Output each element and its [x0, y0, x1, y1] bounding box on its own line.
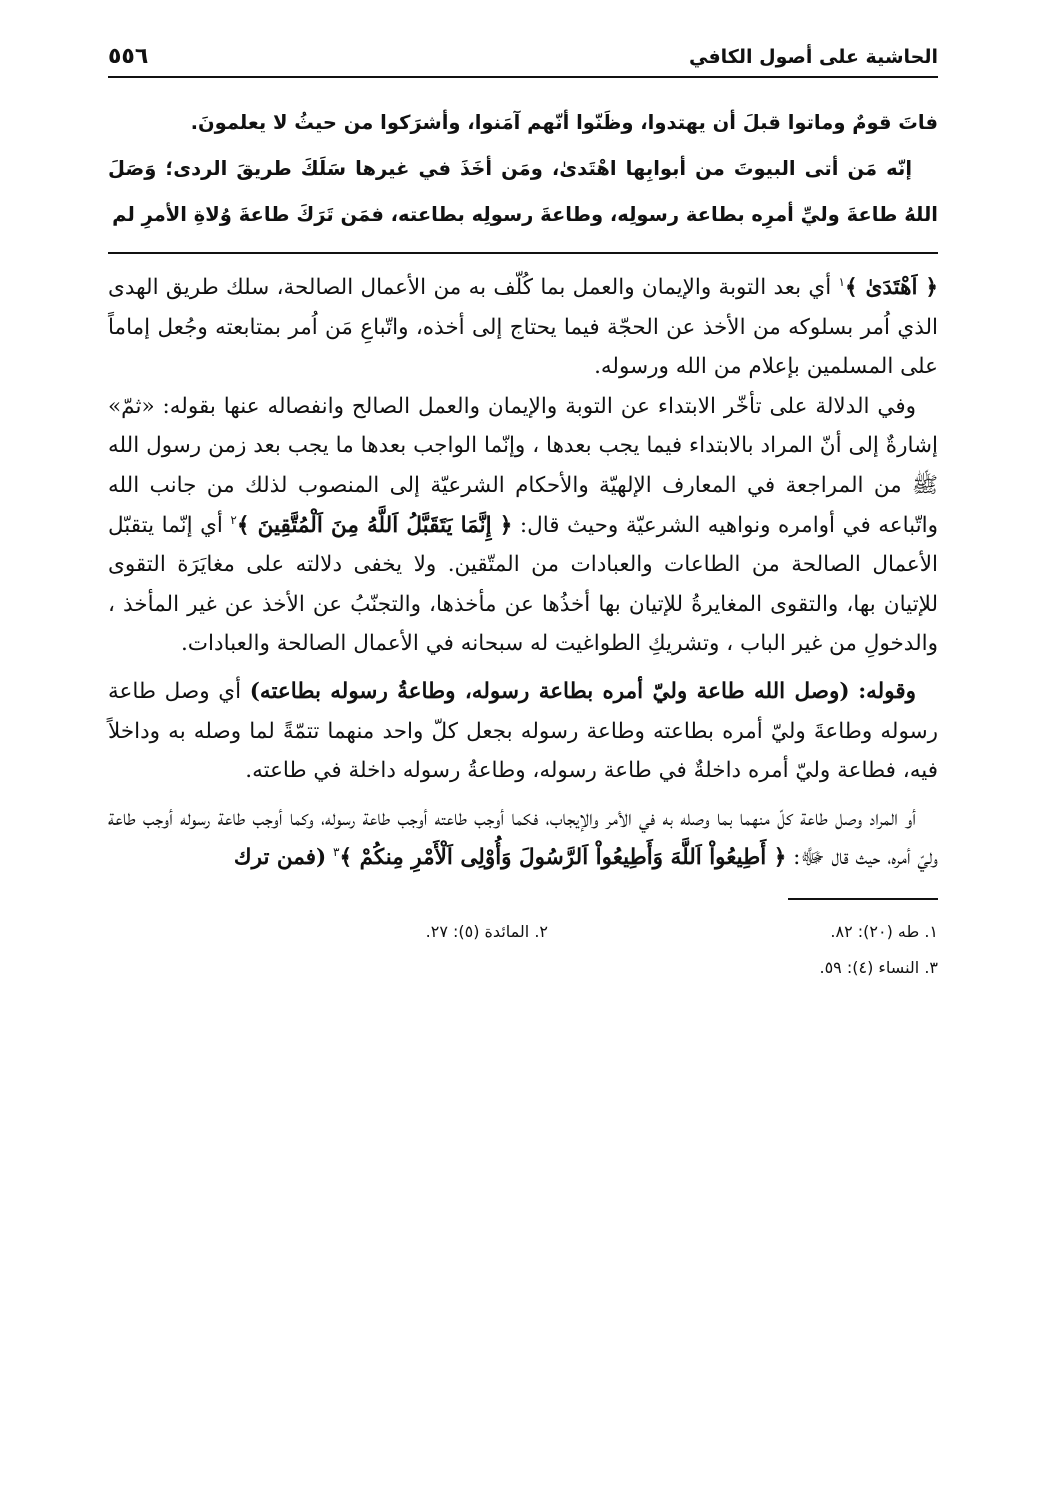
footnote: ٢. المائدة (٥): ٢٧. — [425, 921, 548, 941]
footnote-ref: ٢ — [230, 512, 237, 527]
book-page — [108, 30, 938, 1490]
footnote: ٣. النساء (٤): ٥٩. — [819, 957, 938, 977]
text-divider — [108, 252, 938, 254]
quote-lead: وقوله: — [858, 678, 916, 704]
hadith-text — [108, 100, 938, 238]
commentary-paragraph — [108, 672, 938, 791]
commentary-text: أي بعد التوبة والإيمان والعمل بما كُلّف به من الأعمال الصالحة، سلك طريق الهدى الذي اُمر بسلوكه من الأخذ عن الحجّة فيما يحتاج إلى أخذه، واتّباعِ مَن اُمر بمتابعته وجُعل إماماً على المسلمين بإعلام من الله ورسوله. — [108, 275, 938, 380]
footnote-ref: ١ — [838, 274, 845, 289]
footnote-ref: ٣ — [333, 845, 340, 860]
page-number: ٥٥٦ — [108, 44, 149, 69]
quoted-hadith: (فمن ترك — [233, 845, 327, 871]
quran-quote: ﴿ اَهْتَدَىٰ ﴾ — [844, 275, 938, 300]
quran-quote: ﴿ إِنَّمَا يَتَقَبَّلُ اَللَّهُ مِنَ اَلْمُتَّقِينَ ﴾ — [236, 512, 513, 538]
commentary-paragraph — [108, 268, 938, 387]
quoted-hadith: (وصل الله طاعة وليّ أمره بطاعة رسوله، وطاعةُ رسوله بطاعته) — [249, 678, 850, 704]
commentary-text: وفي الدلالة على تأخّر الابتداء عن التوبة والإيمان والعمل الصالح وانفصاله عنها بقوله: «ثمّ» إشارةٌ إلى أنّ المراد بالابتداء فيما يجب بعدها ، وإنّما الواجب بعدها ما يجب بعد زمن رسول الله ﷺ من المراجعة في المعارف الإلهيّة والأحكام الشرعيّة إلى المنصوب لذلك من جانب الله واتّباعه في أوامره ونواهيه الشرعيّة وحيث قال: — [108, 393, 938, 538]
page-header — [108, 30, 938, 78]
hadith-paragraph: إنّه مَن أتى البيوتَ من أبوابِها اهْتَدىٰ، ومَن أخَذَ في غيرها سَلَكَ طريقَ الردى؛ وَصَلَ اللهُ طاعةَ وليِّ أمرِه بطاعة رسولِه، وطاعةَ رسولِه بطاعته، فمَن تَرَكَ طاعةَ وُلاةِ الأمرِ لم — [108, 157, 938, 226]
commentary-paragraph — [108, 799, 938, 878]
footnote-divider — [788, 898, 938, 900]
footnote-row — [108, 950, 938, 986]
commentary-text: أي وصل طاعة رسوله وطاعةَ وليّ أمره بطاعته وطاعة رسوله بجعل كلّ واحد منهما تتمّةً لما وصله به وداخلاً فيه، فطاعة وليّ أمره داخلةٌ في طاعة رسوله، وطاعةُ رسوله داخلة في طاعته. — [108, 678, 938, 784]
hadith-line: فاتَ قومٌ وماتوا قبلَ أن يهتدوا، وظَنّوا أنّهم آمَنوا، وأشرَكوا من حيثُ لا يعلمونَ. — [190, 111, 938, 134]
running-title: الحاشية على أصول الكافي — [688, 46, 938, 68]
commentary — [108, 268, 938, 878]
quran-quote: ﴿ أَطِيعُواْ اَللَّهَ وَأَطِيعُواْ اَلرَّسُولَ وَأُوْلِى اَلْأَمْرِ مِنكُمْ ﴾ — [339, 845, 787, 871]
commentary-paragraph — [108, 387, 938, 664]
footnotes — [108, 914, 938, 986]
footnote-row — [108, 914, 938, 950]
commentary-text: أو المراد وصل طاعة كلّ منهما بما وصله به في الأمر والإيجاب، فكما أوجب طاعته أوجب طاعة رسوله، وكما أوجب طاعة رسوله أوجب طاعة وليّ أمره، حيث قال ﷻ: — [108, 805, 938, 871]
commentary-text: أي إنّما يتقبّل الأعمال الصالحة من الطاعات والعبادات من المتّقين. ولا يخفى دلالته على مغايَرَة التقوى للإتيان بها، والتقوى المغايرةُ للإتيان بها أخذُها عن مأخذها، والتجنّبُ عن الأخذ عن غير المأخذ ، والدخولِ من غير الباب ، وتشريكِ الطواغيت له سبحانه في الأعمال الصالحة والعبادات. — [108, 512, 938, 657]
footnote: ١. طه (٢٠): ٨٢. — [830, 921, 938, 941]
